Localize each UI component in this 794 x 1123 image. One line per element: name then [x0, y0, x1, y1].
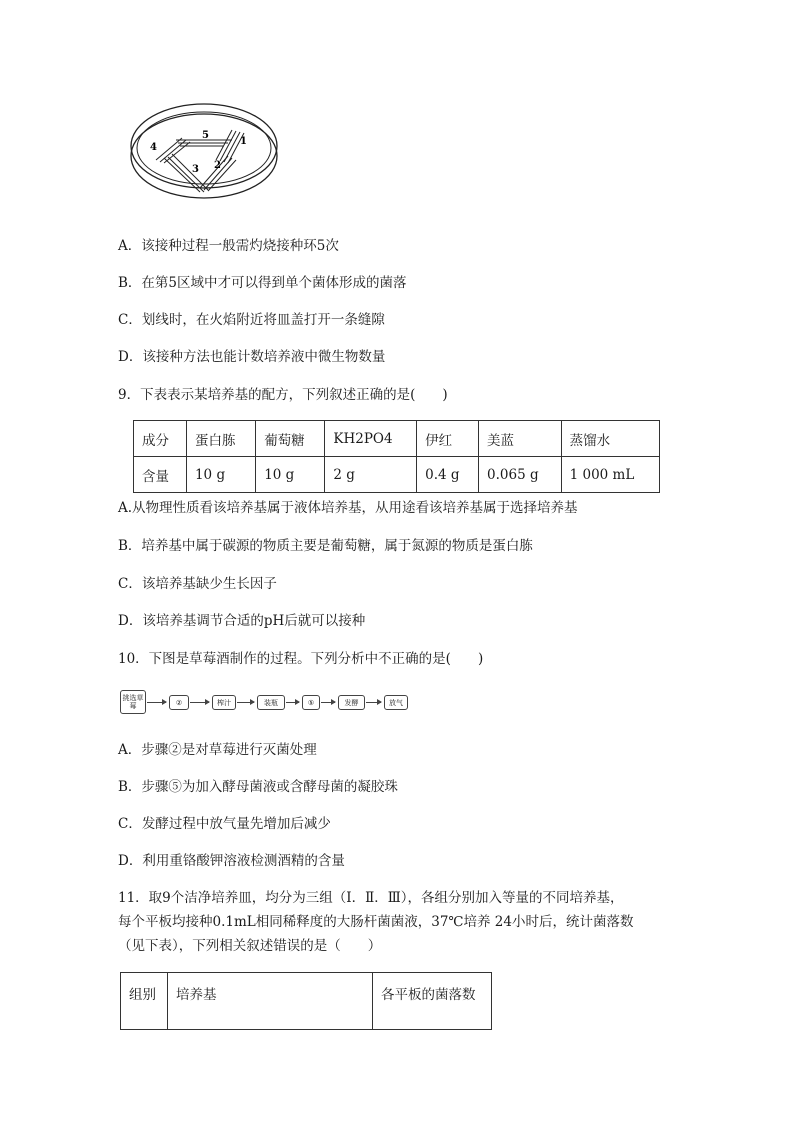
- flow-arrow: [321, 702, 335, 703]
- table-cell: 含量: [134, 457, 187, 493]
- flow-arrow: [237, 702, 254, 703]
- flow-arrow: [366, 702, 381, 703]
- figure-label-4: 4: [150, 142, 157, 153]
- q11-results-table: [120, 972, 492, 1030]
- table-cell: 10 g: [186, 457, 255, 493]
- strawberry-wine-flowchart: [120, 690, 420, 716]
- q8-option-d: D．该接种方法也能计数培养液中微生物数量: [118, 349, 386, 365]
- streak-plate-dish-figure: [128, 100, 280, 210]
- q10-option-a: A．步骤②是对草莓进行灭菌处理: [118, 742, 317, 758]
- flow-step-bottling: 装瓶: [257, 695, 285, 710]
- figure-label-2: 2: [214, 160, 221, 171]
- table-cell: 0.065 g: [479, 457, 562, 493]
- table-cell: 组别: [121, 973, 168, 1030]
- table-cell: 0.4 g: [417, 457, 479, 493]
- q9-medium-table: [133, 420, 660, 493]
- q10-option-d: D．利用重铬酸钾溶液检测酒精的含量: [118, 853, 345, 869]
- q10-option-b: B．步骤⑤为加入酵母菌液或含酵母菌的凝胶珠: [118, 779, 398, 795]
- table-cell: 成分: [134, 421, 187, 457]
- flow-step-fermentation: 发酵: [338, 695, 365, 710]
- q9-option-d: D．该培养基调节合适的pH后就可以接种: [118, 613, 366, 629]
- flow-step-venting: 放气: [384, 695, 408, 710]
- q8-option-c: C．划线时，在火焰附近将皿盖打开一条缝隙: [118, 312, 385, 328]
- q9-stem: 9．下表表示某培养基的配方，下列叙述正确的是( ): [118, 387, 448, 403]
- table-cell: 蒸馏水: [561, 421, 659, 457]
- q8-option-a: A．该接种过程一般需灼烧接种环5次: [118, 238, 339, 254]
- flow-step-2: ②: [169, 695, 189, 710]
- q8-option-b: B．在第5区域中才可以得到单个菌体形成的菌落: [118, 275, 407, 291]
- figure-label-1: 1: [240, 136, 247, 147]
- table-cell: 2 g: [325, 457, 417, 493]
- figure-label-5: 5: [202, 130, 209, 141]
- flow-arrow: [190, 702, 209, 703]
- q10-stem: 10．下图是草莓酒制作的过程。下列分析中不正确的是( ): [118, 651, 484, 667]
- table-cell: 蛋白胨: [186, 421, 255, 457]
- q11-stem-line-2: 每个平板均接种0.1mL相同稀释度的大肠杆菌菌液，37℃培养 24小时后，统计菌落数: [118, 914, 634, 930]
- flow-step-juicing: 榨汁: [212, 695, 236, 710]
- table-cell: 1 000 mL: [561, 457, 659, 493]
- table-cell: 各平板的菌落数: [373, 973, 492, 1030]
- q9-option-c: C．该培养基缺少生长因子: [118, 576, 277, 592]
- q11-stem-line-1: 11．取9个洁净培养皿，均分为三组（Ⅰ．Ⅱ．Ⅲ），各组分别加入等量的不同培养基，: [118, 890, 624, 906]
- flow-arrow: [147, 702, 166, 703]
- q10-option-c: C．发酵过程中放气量先增加后减少: [118, 816, 331, 832]
- table-cell: 培养基: [168, 973, 373, 1030]
- flow-arrow: [286, 702, 299, 703]
- figure-label-3: 3: [192, 164, 199, 175]
- table-cell: 美蓝: [479, 421, 562, 457]
- flow-step-select-strawberry: 挑选草莓: [120, 690, 146, 714]
- table-cell: 10 g: [256, 457, 325, 493]
- q9-option-a: A.从物理性质看该培养基属于液体培养基，从用途看该培养基属于选择培养基: [118, 500, 578, 516]
- table-cell: 伊红: [417, 421, 479, 457]
- table-cell: 葡萄糖: [256, 421, 325, 457]
- q11-stem-line-3: （见下表），下列相关叙述错误的是（ ）: [118, 938, 382, 954]
- table-row: [134, 421, 660, 457]
- q9-option-b: B．培养基中属于碳源的物质主要是葡萄糖，属于氮源的物质是蛋白胨: [118, 538, 533, 554]
- table-row: [121, 973, 492, 1030]
- table-row: [134, 457, 660, 493]
- flow-step-5: ⑤: [302, 695, 320, 710]
- table-cell: KH2PO4: [325, 421, 417, 457]
